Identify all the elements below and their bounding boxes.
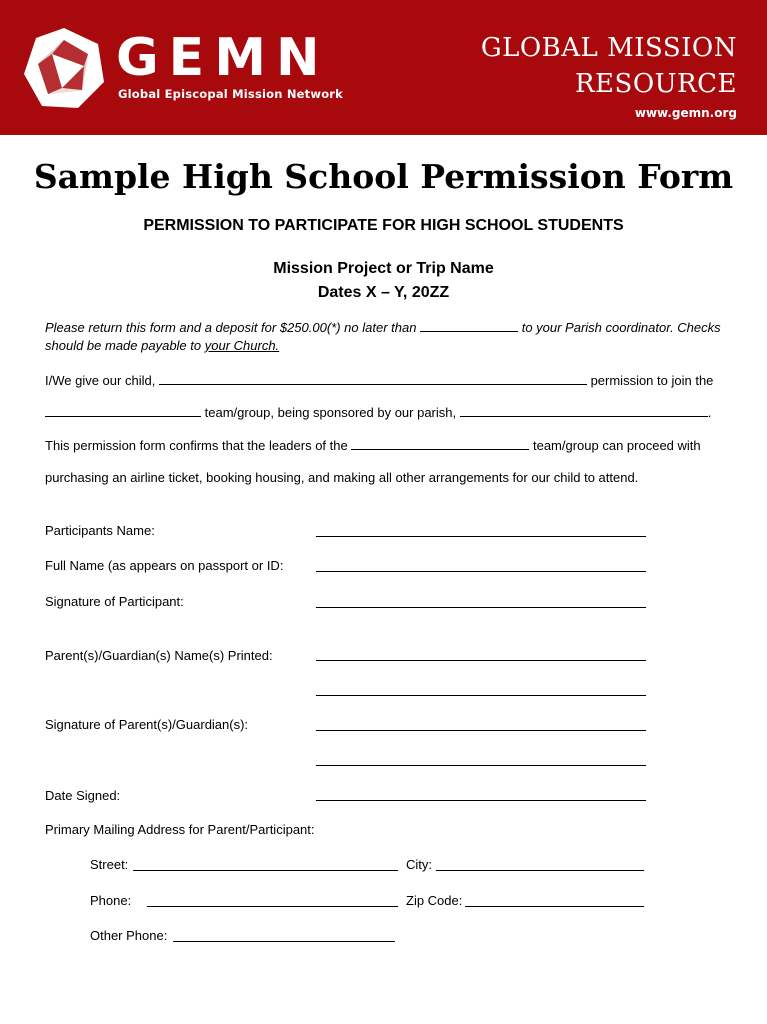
zip-label: Zip Code: (406, 893, 463, 908)
consent-text-5: team/group can proceed with (532, 438, 701, 453)
city-label: City: (406, 857, 432, 872)
phone-label: Phone: (90, 893, 132, 908)
street-label: Street: (90, 857, 129, 872)
city-field[interactable] (436, 870, 644, 871)
resource-title (437, 30, 737, 102)
website-link[interactable]: www.gemn.org (634, 106, 737, 120)
address-heading: Primary Mailing Address for Parent/Participant: (45, 822, 315, 837)
gemn-logo-icon (22, 26, 106, 110)
phone-field[interactable] (147, 906, 398, 907)
project-name: Mission Project or Trip Name (273, 260, 494, 277)
consent-text-4: This permission form confirms that the leaders of the (45, 438, 348, 453)
leaders-team-blank[interactable] (351, 437, 529, 450)
participant-name-label: Participants Name: (45, 523, 155, 538)
other-phone-label: Other Phone: (90, 928, 168, 943)
date-signed-field[interactable] (316, 800, 646, 801)
resource-title-line1: GLOBAL MISSION (480, 33, 737, 63)
project-heading (0, 257, 767, 305)
consent-line-4: purchasing an airline ticket, booking housing, and making all other arrangements for our child to attend. (45, 470, 639, 485)
full-name-field[interactable] (316, 571, 646, 572)
full-name-label: Full Name (as appears on passport or ID: (45, 558, 284, 573)
date-signed-label: Date Signed: (45, 788, 121, 803)
street-field[interactable] (133, 870, 398, 871)
logo-wordmark: GEMN (116, 28, 330, 88)
intro-text-2: to your Parish coordinator. Checks (521, 320, 721, 335)
parish-blank[interactable] (460, 404, 708, 417)
logo-subtitle: Global Episcopal Mission Network (118, 87, 344, 101)
consent-text-2: permission to join the (590, 373, 714, 388)
consent-line-1 (45, 372, 713, 390)
participant-name-field[interactable] (316, 536, 646, 537)
intro-line-2 (45, 337, 279, 355)
consent-text-1: I/We give our child, (45, 373, 156, 388)
child-name-blank[interactable] (159, 372, 587, 385)
form-subtitle: PERMISSION TO PARTICIPATE FOR HIGH SCHOOL STUDENTS (143, 217, 624, 234)
consent-line-2 (45, 404, 711, 422)
consent-line-3 (45, 437, 701, 455)
parent-signature-field-1[interactable] (316, 730, 646, 731)
intro-text-3: should be made payable to (45, 338, 202, 353)
parent-name-label: Parent(s)/Guardian(s) Name(s) Printed: (45, 648, 273, 663)
payee-text: your Church. (204, 338, 280, 353)
parent-name-field-2[interactable] (316, 695, 646, 696)
deadline-blank[interactable] (420, 319, 518, 332)
parent-signature-field-2[interactable] (316, 765, 646, 766)
page-title: Sample High School Permission Form (33, 157, 734, 196)
project-dates: Dates X – Y, 20ZZ (317, 284, 450, 301)
zip-field[interactable] (465, 906, 644, 907)
consent-period: . (707, 405, 712, 420)
participant-signature-field[interactable] (316, 607, 646, 608)
intro-text-1: Please return this form and a deposit for $250.00(*) no later than (45, 320, 417, 335)
intro-line-1 (45, 319, 721, 337)
parent-name-field-1[interactable] (316, 660, 646, 661)
consent-text-3: team/group, being sponsored by our parish, (204, 405, 457, 420)
header-banner (0, 0, 767, 135)
other-phone-field[interactable] (173, 941, 395, 942)
parent-signature-label: Signature of Parent(s)/Guardian(s): (45, 717, 249, 732)
team-blank[interactable] (45, 404, 201, 417)
resource-title-line2: RESOURCE (574, 69, 737, 99)
participant-signature-label: Signature of Participant: (45, 594, 184, 609)
